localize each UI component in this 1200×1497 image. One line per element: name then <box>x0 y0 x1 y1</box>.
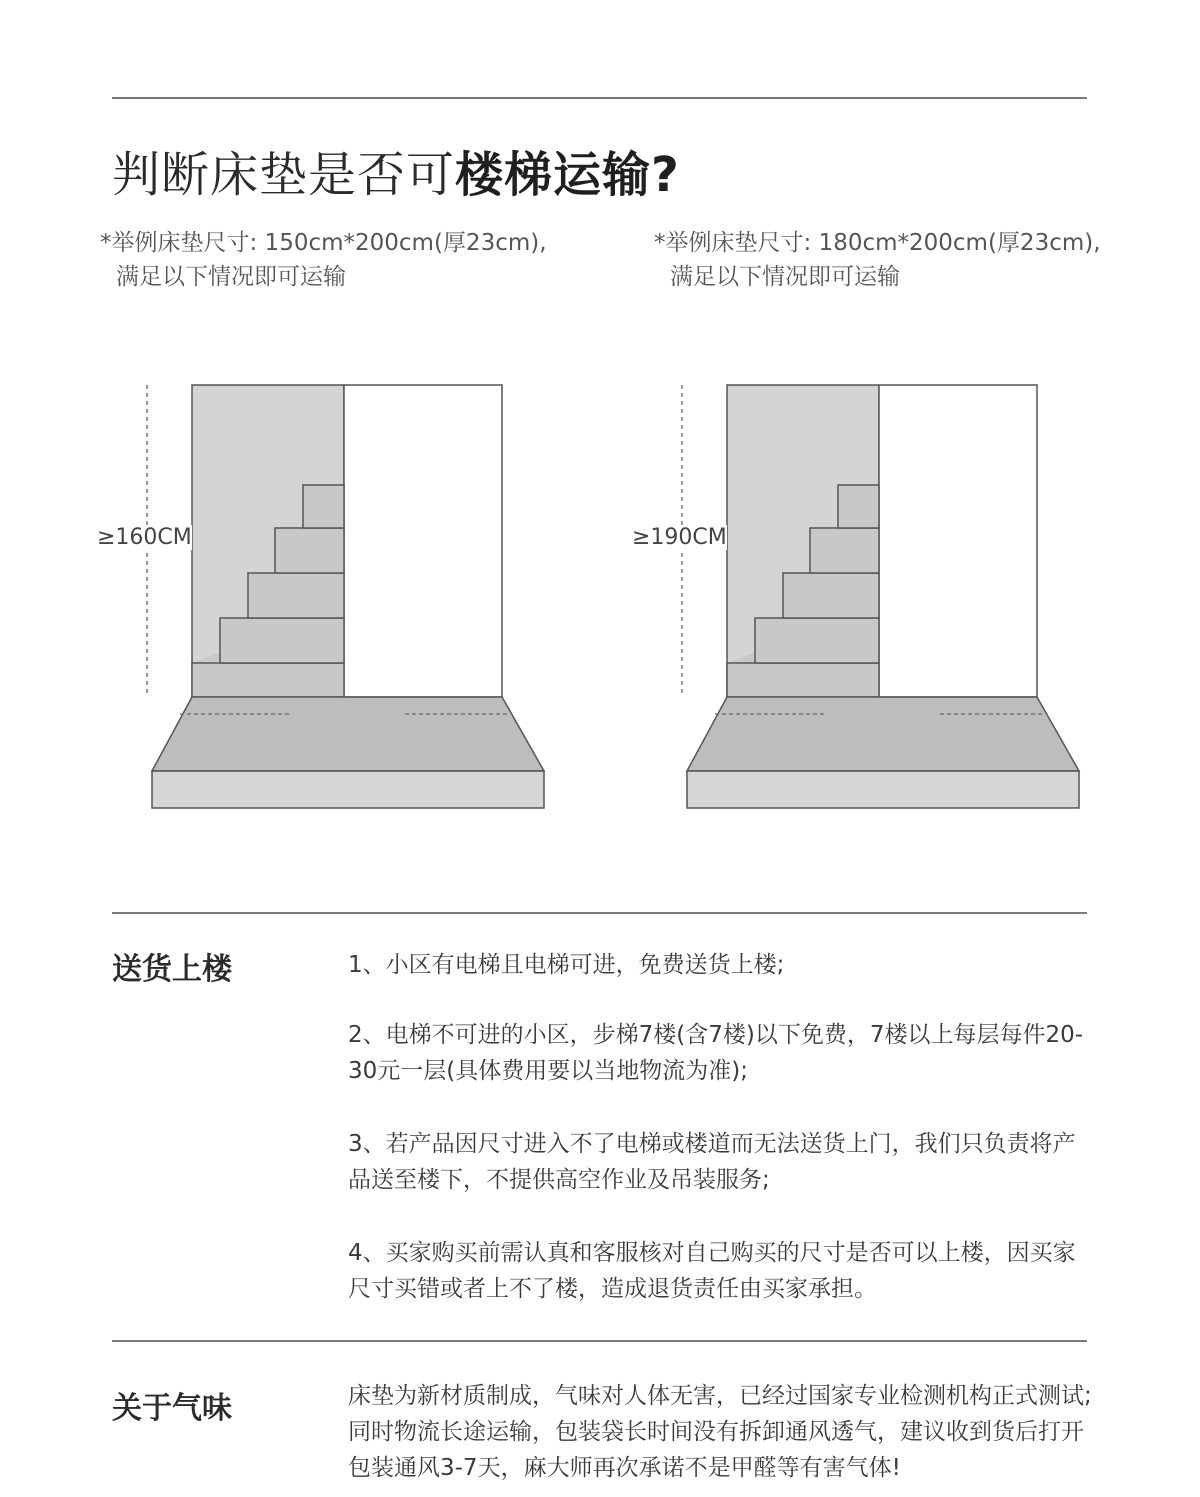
top-divider <box>112 97 1087 99</box>
height-label-1: ≥160CM <box>97 525 192 550</box>
example-note-2 <box>654 226 1101 294</box>
example-note-1-line2: 满足以下情况即可运输 <box>116 264 346 290</box>
delivery-item-3: 3、若产品因尺寸进入不了电梯或楼道而无法送货上门，我们只负责将产品送至楼下，不提供高空作业及吊装服务; <box>348 1131 1076 1193</box>
staircase-illustration-1 <box>140 380 610 820</box>
delivery-item-1: 1、小区有电梯且电梯可进，免费送货上楼; <box>348 952 785 978</box>
smell-text: 床垫为新材质制成，气味对人体无害，已经过国家专业检测机构正式测试;同时物流长途运输，包装袋长时间没有拆卸通风透气，建议收到货后打开包装通风3-7天，麻大师再次承诺不是甲醛等有害气体! <box>348 1383 1092 1481</box>
delivery-item-4: 4、买家购买前需认真和客服核对自己购买的尺寸是否可以上楼，因买家尺寸买错或者上不了楼，造成退货责任由买家承担。 <box>348 1240 1076 1302</box>
page-title: 判断床垫是否可楼梯运输? <box>112 147 680 203</box>
divider-smell <box>112 1340 1087 1342</box>
staircase-diagram-1 <box>140 380 610 820</box>
example-note-1 <box>100 226 547 294</box>
smell-heading: 关于气味 <box>112 1391 232 1426</box>
example-note-1-line1: *举例床垫尺寸: 150cm*200cm(厚23cm), <box>100 230 547 256</box>
staircase-illustration-2 <box>675 380 1145 820</box>
example-note-2-line1: *举例床垫尺寸: 180cm*200cm(厚23cm), <box>654 230 1101 256</box>
staircase-diagram-2 <box>675 380 1145 820</box>
divider-delivery <box>112 912 1087 914</box>
height-label-2: ≥190CM <box>632 525 727 550</box>
example-note-2-line2: 满足以下情况即可运输 <box>670 264 900 290</box>
delivery-item-2: 2、电梯不可进的小区，步梯7楼(含7楼)以下免费，7楼以上每层每件20-30元一层(具体费用要以当地物流为准); <box>348 1022 1084 1084</box>
delivery-heading: 送货上楼 <box>112 952 232 987</box>
